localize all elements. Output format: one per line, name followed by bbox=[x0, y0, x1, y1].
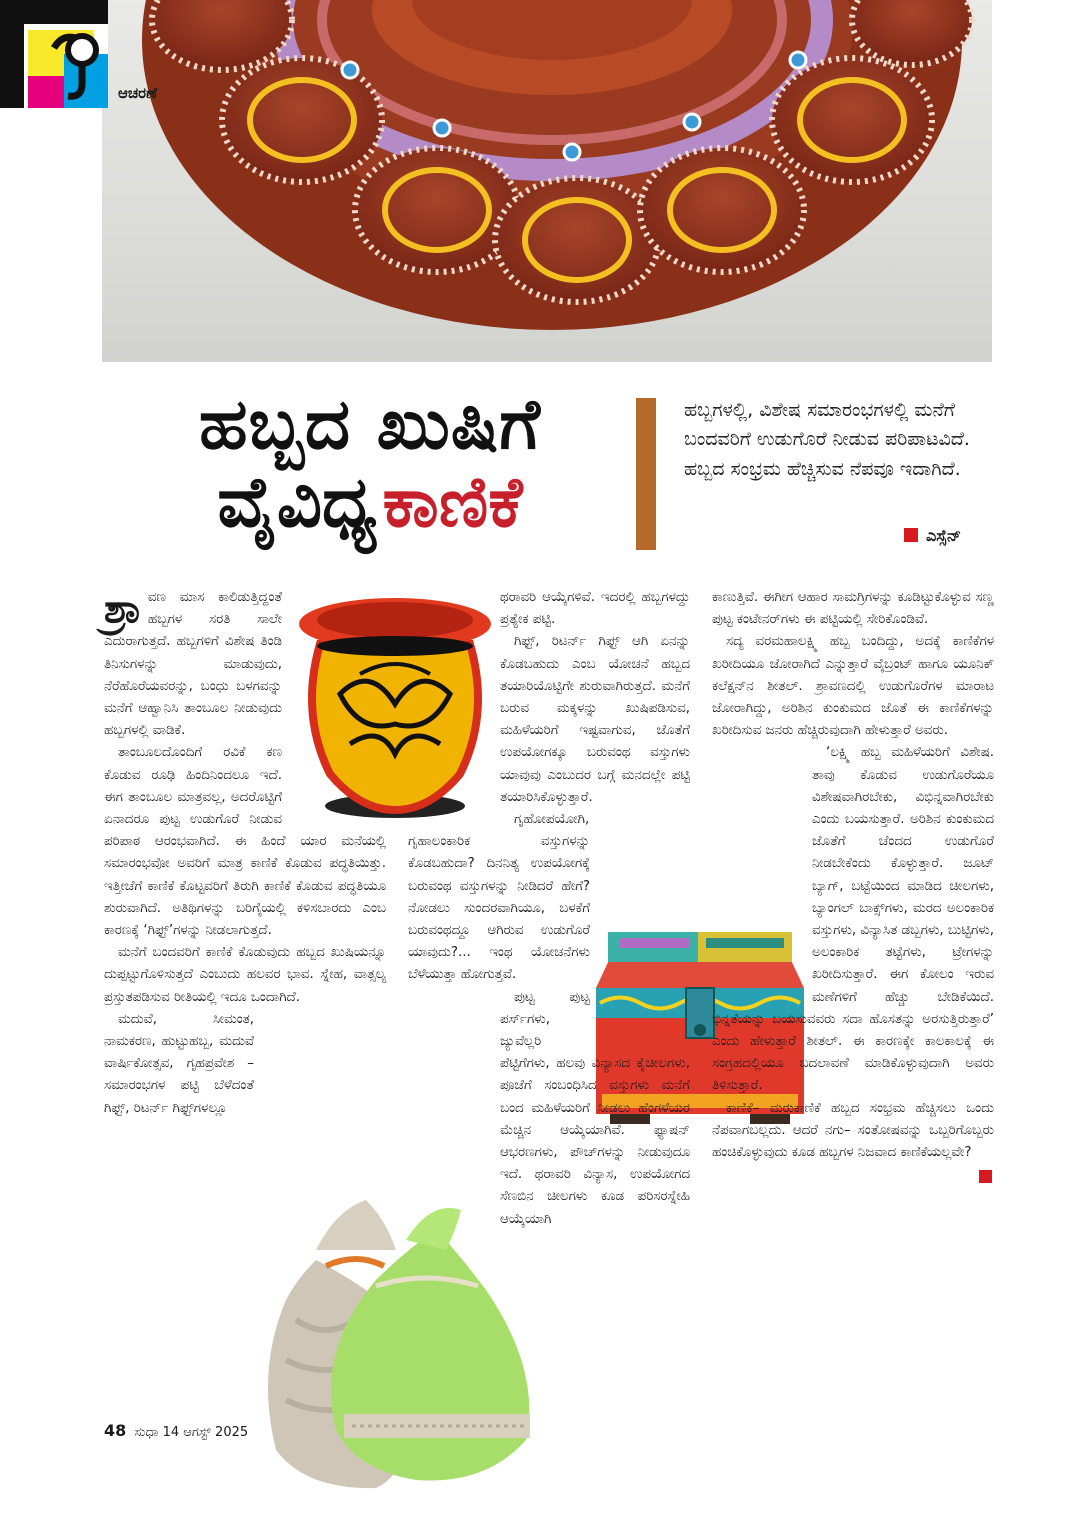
paragraph: ಕಾಣಿಕೆ– ಮರುಕಾಣಿಕೆ ಹಬ್ಬದ ಸಂಭ್ರಮ ಹೆಚ್ಚಿಸಲು ಒಂದು ನೆಪವಾಗಬಲ್ಲದು. ಆದರೆ ನಗು– ಸಂತೋಷವನ್ನು ಒಬ್ಬರಿಗೊಬ್ಬರು ಹಂಚಿಕೊಳ್ಳುವುದು ಕೂಡ ಹಬ್ಬಗಳ ನಿಜವಾದ ಕಾಣಿಕೆಯಲ್ಲವೇ? bbox=[712, 1100, 994, 1161]
bags-image-wrap-space bbox=[408, 1057, 500, 1267]
end-mark-icon bbox=[979, 1170, 992, 1183]
magazine-logo bbox=[0, 0, 108, 108]
pot-image-wrap-space bbox=[408, 587, 500, 817]
article-column-2 bbox=[408, 587, 690, 1267]
box-image-wrap-space bbox=[590, 853, 690, 1053]
headline-line-1: ಹಬ್ಬದ ಖುಷಿಗೆ bbox=[199, 383, 541, 465]
paragraph: ‘ಲಕ್ಷ್ಮಿ ಹಬ್ಬ ಮಹಿಳೆಯರಿಗೆ ವಿಶೇಷ. ತಾವು ಕೊಡುವ ಉಡುಗೊರೆಯೂ ವಿಶೇಷವಾಗಿರಬೇಕು, ವಿಭಿನ್ನವಾಗಿರಬೇಕು ಎಂದು ಬಯಸುತ್ತಾರೆ. ಅರಿಶಿನ ಕುಂಕುಮದ ಜೊತೆಗೆ ಚೆಂದದ ಉಡುಗೊರೆ ನೀಡಬೇಕೆಂದು ಕೊಳ್ಳುತ್ತಾರೆ. ಜೂಟ್ ಬ್ಯಾಗ್, ಬಟ್ಟೆಯಿಂದ ಮಾಡಿದ ಚೀಲಗಳು, ಬ್ಯಾಂಗಲ್ ಬಾಕ್ಸ್‌ಗಳು, ಮರದ ಅಲಂಕಾರಿಕ ವಸ್ತುಗಳು, ವಿನ್ಯಾಸಿತ ಡಬ್ಬಗಳು, ಬುಟ್ಟಿಗಳು, ಅಲಂಕಾರಿಕ ತಟ್ಟೆಗಳು, ಟ್ರೇಗಳನ್ನು ಖರೀದಿಸುತ್ತಾರೆ. ಈಗ ಕೋಲಂ ಇರುವ ಮಣೆಗಳಿಗೆ ಹೆಚ್ಚು ಬೇಡಿಕೆಯಿದೆ. ಭಿನ್ನತೆಯನ್ನು ಬಯಸುವವರು ಸದಾ ಹೊಸತನ್ನು ಅರಸುತ್ತಿರುತ್ತಾರೆ’ ಎಂದು ಹೇಳುತ್ತಾರೆ ಶೀತಲ್. ಈ ಕಾರಣಕ್ಕೇ ಕಾಲಕಾಲಕ್ಕೆ ಈ ಸಂಗ್ರಹದಲ್ಲಿಯೂ ಬದಲಾವಣೆ ಮಾಡಿಕೊಳ್ಳುವುದಾಗಿ ಅವರು ತಿಳಿಸುತ್ತಾರೆ. bbox=[712, 745, 994, 1094]
paragraph: ಗೃಹೋಪಯೋಗಿ, ಗೃಹಾಲಂಕಾರಿಕ ವಸ್ತುಗಳನ್ನು ಕೊಡಬಹುದಾ? ದಿನನಿತ್ಯ ಉಪಯೋಗಕ್ಕೆ ಬರುವಂಥ ವಸ್ತುಗಳನ್ನು ನೀಡಿದರೆ ಹೇಗೆ? ನೋಡಲು ಸುಂದರವಾಗಿಯೂ, ಬಳಕೆಗೆ ಬರುವಂಥದ್ದೂ ಆಗಿರುವ ಉಡುಗೊರೆ ಯಾವುದು?... ಇಂಥ ಯೋಚನೆಗಳು ಬೆಳೆಯುತ್ತಾ ಹೋಗುತ್ತವೆ. bbox=[408, 812, 590, 983]
hero-image bbox=[102, 0, 992, 362]
logo-icon bbox=[24, 24, 108, 108]
headline-line-2 bbox=[217, 461, 523, 544]
headline bbox=[110, 385, 630, 542]
headline-word-red: ಕಾಣಿಕೆ bbox=[382, 461, 523, 544]
paragraph: ಪುಟ್ಟ ಪುಟ್ಟ ಪರ್ಸ್‌ಗಳು, ಜ್ಯುವೆಲ್ಲರಿ ಪೆಟ್ಟಿಗೆಗಳು, ಹಲವು ವಿನ್ಯಾಸದ ಕೈಚೀಲಗಳು, ಪೂಜೆಗೆ ಸಂಬಂಧಿಸಿದ ವಸ್ತುಗಳು ಮನೆಗೆ ಬಂದ ಮಹಿಳೆಯರಿಗೆ ನೀಡಲು ಹೆಂಗಳೆಯರ ಮೆಚ್ಚಿನ ಆಯ್ಕೆಯಾಗಿವೆ. ಫ್ಯಾಷನ್ ಆಭರಣಗಳು, ಪೌಚ್‌ಗಳನ್ನು ನೀಡುವುದೂ ಇದೆ. ಥರಾವರಿ ವಿನ್ಯಾಸ, ಉಪಯೋಗದ ಸೆಣಬಿನ ಚೀಲಗಳು ಕೂಡ ಪರಿಸರಸ್ನೇಹಿ ಆಯ್ಕೆಯಾಗಿ bbox=[500, 989, 690, 1227]
article-column-1 bbox=[104, 587, 386, 1219]
byline bbox=[904, 526, 961, 546]
page-footer bbox=[104, 1421, 248, 1440]
paragraph: ಥರಾವರಿ ಆಯ್ಕೆಗಳಿವೆ. ಇದರಲ್ಲಿ ಹಬ್ಬಗಳದ್ದು ಪ್ರತ್ಯೇಕ ಪಟ್ಟಿ. bbox=[500, 590, 690, 628]
accent-bar bbox=[636, 398, 656, 550]
author-name: ಎಸ್ಸೆನ್ bbox=[926, 526, 962, 545]
paragraph: ಕಾಣುತ್ತಿವೆ. ಈಗೀಗ ಆಹಾರ ಸಾಮಗ್ರಿಗಳನ್ನು ಕೂಡಿಟ್ಟುಕೊಳ್ಳುವ ಸಣ್ಣ ಪುಟ್ಟ ಕಂಟೇನರ್‌ಗಳು ಈ ಪಟ್ಟಿಯಲ್ಲಿ ಸೇರಿಕೊಂಡಿವೆ. bbox=[712, 590, 994, 628]
bags-image-wrap-space bbox=[254, 1009, 386, 1219]
paragraph: ಸದ್ಯ ವರಮಹಾಲಕ್ಷ್ಮಿ ಹಬ್ಬ ಬಂದಿದ್ದು, ಅದಕ್ಕೆ ಕಾಣಿಕೆಗಳ ಖರೀದಿಯೂ ಜೋರಾಗಿದೆ ಎನ್ನುತ್ತಾರೆ ವೈಬ್ರಂಟ್ ಹಾಗೂ ಯೂನಿಕ್ ಕಲೆಕ್ಷನ್‌ನ ಶೀತಲ್. ಶ್ರಾವಣದಲ್ಲಿ ಉಡುಗೊರೆಗಳ ಮಾರಾಟ ಜೋರಾಗಿದ್ದು, ಅರಿಶಿನ ಕುಂಕುಮದ ಜೊತೆ ಈ ಕಾಣಿಕೆಗಳನ್ನು ಖರೀದಿಸುವ ಜನರು ಹೆಚ್ಚಿರುವುದಾಗಿ ಹೇಳುತ್ತಾರೆ ಅವರು. bbox=[712, 634, 994, 739]
drop-cap: ಶ್ರಾ bbox=[104, 586, 142, 632]
magazine-name: ಸುಧಾ bbox=[134, 1425, 159, 1440]
paragraph: ಗಿಫ್ಟ್, ರಿಟರ್ನ್ ಗಿಫ್ಟ್ ಆಗಿ ಏನನ್ನು ಕೊಡಬಹುದು ಎಂಬ ಯೋಚನೆ ಹಬ್ಬದ ತಯಾರಿಯೊಟ್ಟಿಗೇ ಶುರುವಾಗಿರುತ್ತದೆ. ಮನೆಗೆ ಬರುವ ಮಕ್ಕಳನ್ನು ಖುಷಿಪಡಿಸುವ, ಮಹಿಳೆಯರಿಗೆ ಇಷ್ಟವಾಗುವ, ಜೊತೆಗೆ ಉಪಯೋಗಕ್ಕೂ ಬರುವಂಥ ವಸ್ತುಗಳು ಯಾವುವು ಎಂಬುದರ ಬಗ್ಗೆ ಮನದಲ್ಲೇ ಪಟ್ಟಿ ತಯಾರಿಸಿಕೊಳ್ಳುತ್ತಾರೆ. bbox=[500, 634, 690, 805]
byline-square-icon bbox=[904, 528, 918, 542]
paragraph: ತಾಂಬೂಲದೊಂದಿಗೆ ರವಿಕೆ ಕಣ ಕೊಡುವ ರೂಢಿ ಹಿಂದಿನಿಂದಲೂ ಇದೆ. ಈಗ ತಾಂಬೂಲ ಮಾತ್ರವಲ್ಲ, ಅದರೊಟ್ಟಿಗೆ ಏನಾದರೂ ಪುಟ್ಟ ಉಡುಗೊರೆ ನೀಡುವ ಪರಿಪಾಠ ಆರಂಭವಾಗಿದೆ. ಈ ಹಿಂದೆ ಯಾರ ಮನೆಯಲ್ಲಿ ಸಮಾರಂಭವೋ ಅವರಿಗೆ ಮಾತ್ರ ಕಾಣಿಕೆ ಕೊಡುವ ಪದ್ಧತಿಯಿತ್ತು. ಇತ್ತೀಚೆಗೆ ಕಾಣಿಕೆ ಕೊಟ್ಟವರಿಗೆ ತಿರುಗಿ ಕಾಣಿಕೆ ಕೊಡುವ ಪದ್ಧತಿಯೂ ಶುರುವಾಗಿದೆ. ಅತಿಥಿಗಳನ್ನು ಬರಿಗೈಯಲ್ಲಿ ಕಳಿಸಬಾರದು ಎಂಬ ಕಾರಣಕ್ಕೆ ‘ಗಿಫ್ಟ್’ಗಳನ್ನು ನೀಡಲಾಗುತ್ತದೆ. bbox=[104, 745, 386, 939]
paragraph: ಮದುವೆ, ಸೀಮಂತ, ನಾಮಕರಣ, ಹುಟ್ಟುಹಬ್ಬ, ಮದುವೆ ವಾರ್ಷಿಕೋತ್ಸವ, ಗೃಹಪ್ರವೇಶ – ಸಮಾರಂಭಗಳ ಪಟ್ಟಿ ಬೆಳೆದಂತೆ ಗಿಫ್ಟ್, ರಿಟರ್ನ್ ಗಿಫ್ಟ್‌ಗಳಲ್ಲೂ bbox=[104, 1011, 254, 1116]
page-number: 48 bbox=[104, 1421, 127, 1440]
pot-image-wrap-space bbox=[282, 587, 386, 815]
paragraph: ಮನೆಗೆ ಬಂದವರಿಗೆ ಕಾಣಿಕೆ ಕೊಡುವುದು ಹಬ್ಬದ ಖುಷಿಯನ್ನೂ ದುಪ್ಪಟ್ಟುಗೊಳಿಸುತ್ತದೆ ಎಂಬುದು ಹಲವರ ಭಾವ. ಸ್ನೇಹ, ವಾತ್ಸಲ್ಯ ಪ್ರಸ್ತುತಪಡಿಸುವ ರೀತಿಯಲ್ಲಿ ಇದೂ ಒಂದಾಗಿದೆ. bbox=[104, 945, 386, 1005]
headline-word-black: ವೈವಿಧ್ಯ bbox=[217, 461, 377, 544]
paragraph-text: ವಣ ಮಾಸ ಕಾಲಿಡುತ್ತಿದ್ದಂತೆ ಹಬ್ಬಗಳ ಸರತಿ ಸಾಲೇ ಎದುರಾಗುತ್ತದೆ. ಹಬ್ಬಗಳಿಗೆ ವಿಶೇಷ ತಿಂಡಿ ತಿನಿಸುಗಳನ್ನು ಮಾಡುವುದು, ನೆರೆಹೊರೆಯವರನ್ನು, ಬಂಧು ಬಳಗವನ್ನು ಮನೆಗೆ ಆಹ್ವಾನಿಸಿ ತಾಂಬೂಲ ನೀಡುವುದು ಹಬ್ಬಗಳಲ್ಲಿ ವಾಡಿಕೆ. bbox=[104, 590, 282, 739]
section-label: ಆಚರಣೆ bbox=[118, 84, 158, 102]
article-column-3 bbox=[712, 587, 994, 1183]
box-image-wrap-space bbox=[712, 830, 812, 1006]
intro-text: ಹಬ್ಬಗಳಲ್ಲಿ, ವಿಶೇಷ ಸಮಾರಂಭಗಳಲ್ಲಿ ಮನೆಗೆ ಬಂದವರಿಗೆ ಉಡುಗೊರೆ ನೀಡುವ ಪರಿಪಾಟವಿದೆ. ಹಬ್ಬದ ಸಂಭ್ರಮ ಹೆಚ್ಚಿಸುವ ನೆಪವೂ ಇದಾಗಿದೆ. bbox=[684, 399, 970, 480]
issue-date: 14 ಆಗಸ್ಟ್ 2025 bbox=[162, 1425, 249, 1440]
